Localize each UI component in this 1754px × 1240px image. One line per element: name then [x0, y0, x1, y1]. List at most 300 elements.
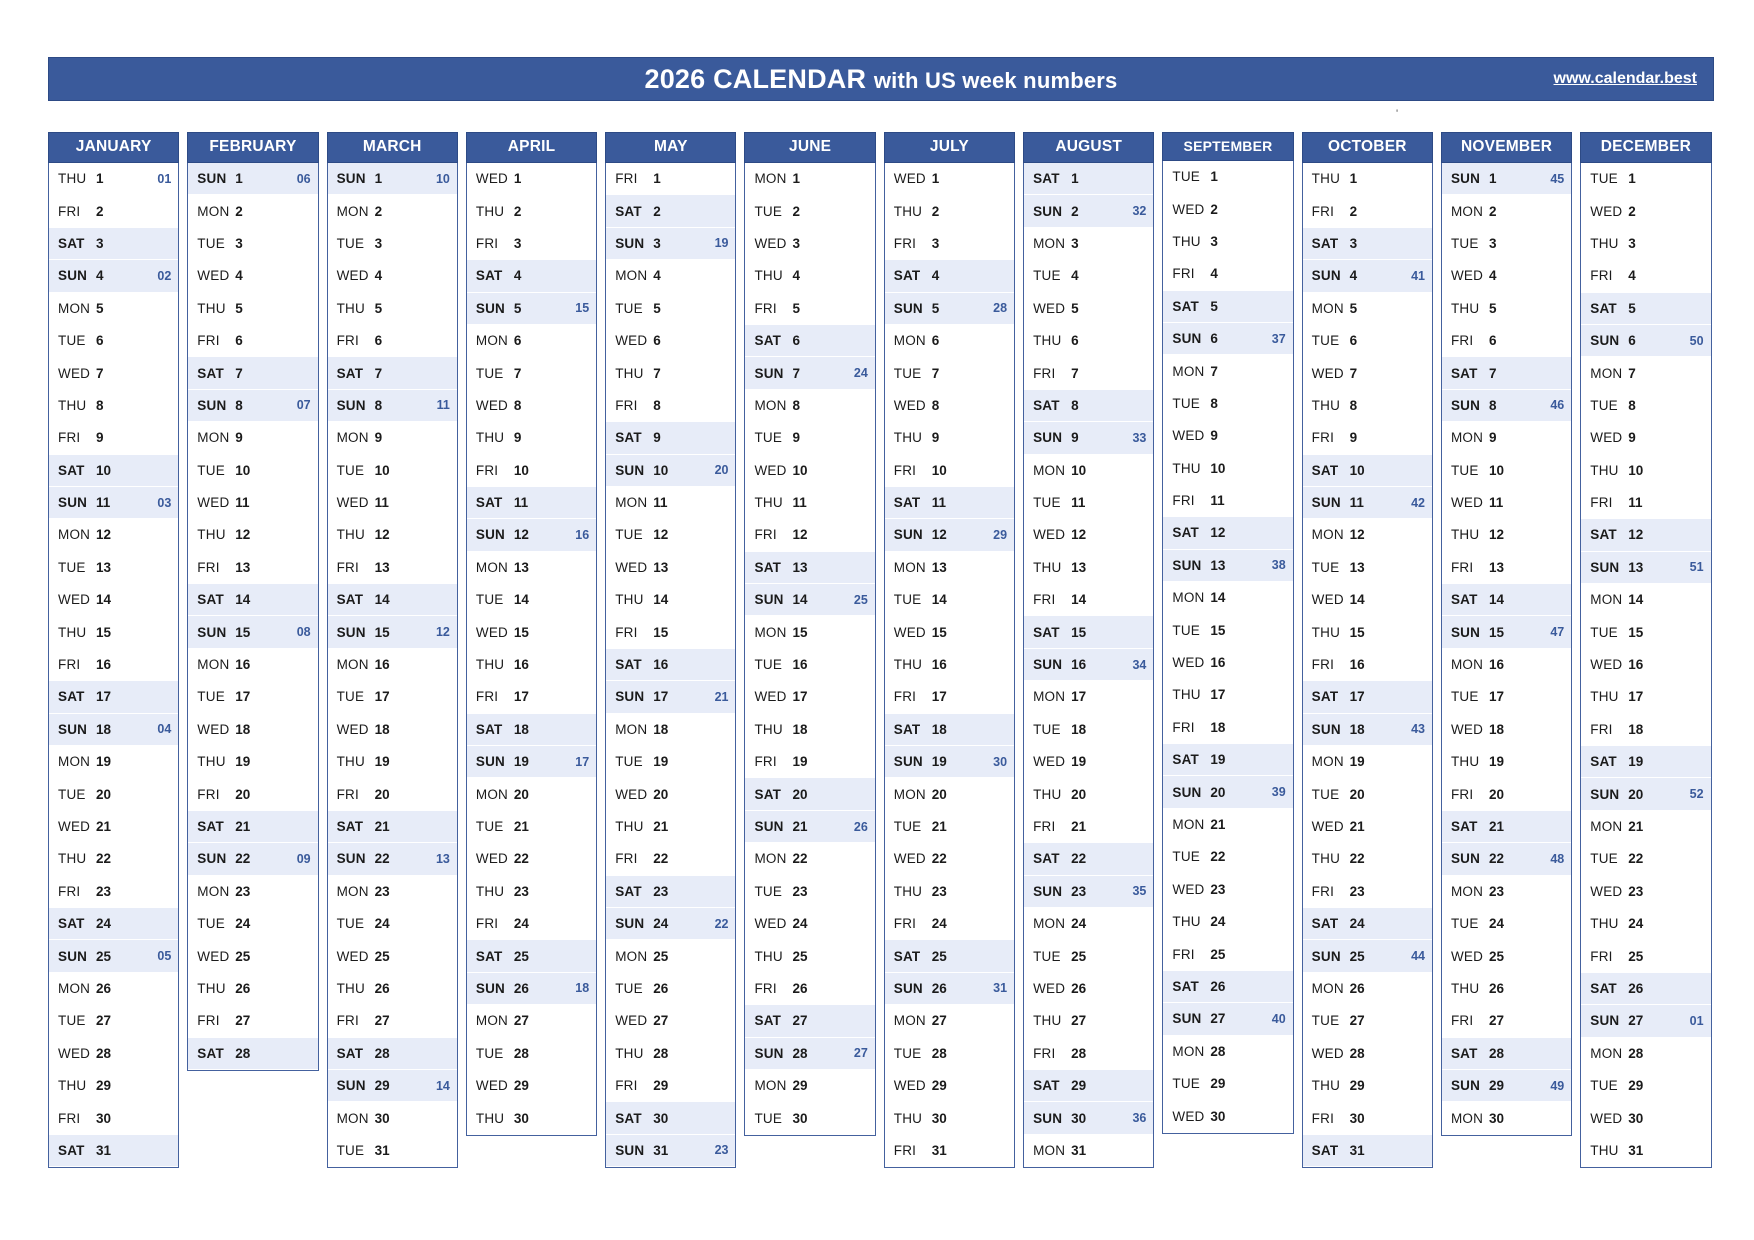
day-row[interactable]	[885, 390, 1014, 422]
day-row[interactable]	[1163, 938, 1292, 970]
day-row[interactable]	[885, 1070, 1014, 1102]
day-row[interactable]	[328, 843, 457, 875]
day-row[interactable]	[1442, 649, 1571, 681]
day-row[interactable]	[49, 357, 178, 389]
day-row[interactable]	[1024, 487, 1153, 519]
day-row[interactable]	[49, 455, 178, 487]
day-row[interactable]	[1024, 1070, 1153, 1102]
day-row[interactable]	[606, 908, 735, 940]
day-row[interactable]	[49, 714, 178, 746]
day-row[interactable]	[1024, 519, 1153, 551]
website-link[interactable]: www.calendar.best	[1553, 70, 1697, 87]
day-row[interactable]	[885, 746, 1014, 778]
day-row[interactable]	[467, 973, 596, 1005]
day-row[interactable]	[1303, 714, 1432, 746]
day-row[interactable]	[188, 422, 317, 454]
day-row[interactable]	[467, 843, 596, 875]
day-row[interactable]	[467, 195, 596, 227]
day-row[interactable]	[1581, 390, 1710, 422]
day-row[interactable]	[1442, 616, 1571, 648]
day-row[interactable]	[1442, 195, 1571, 227]
day-row[interactable]	[885, 455, 1014, 487]
day-row[interactable]	[467, 228, 596, 260]
day-row[interactable]	[1163, 809, 1292, 841]
day-row[interactable]	[49, 1135, 178, 1167]
day-row[interactable]	[885, 616, 1014, 648]
day-row[interactable]	[467, 778, 596, 810]
day-row[interactable]	[188, 552, 317, 584]
day-row[interactable]	[1024, 1135, 1153, 1167]
day-row[interactable]	[1442, 778, 1571, 810]
day-row[interactable]	[1442, 1005, 1571, 1037]
day-row[interactable]	[188, 908, 317, 940]
day-row[interactable]	[49, 908, 178, 940]
day-row[interactable]	[49, 940, 178, 972]
day-row[interactable]	[1442, 584, 1571, 616]
day-row[interactable]	[1024, 455, 1153, 487]
day-row[interactable]	[745, 1005, 874, 1037]
day-row[interactable]	[467, 1102, 596, 1134]
day-row[interactable]	[1024, 195, 1153, 227]
day-row[interactable]	[188, 973, 317, 1005]
day-row[interactable]	[328, 1005, 457, 1037]
day-row[interactable]	[606, 325, 735, 357]
day-row[interactable]	[1303, 649, 1432, 681]
day-row[interactable]	[1442, 1038, 1571, 1070]
day-row[interactable]	[885, 811, 1014, 843]
day-row[interactable]	[49, 681, 178, 713]
day-row[interactable]	[1024, 1005, 1153, 1037]
day-row[interactable]	[1303, 260, 1432, 292]
day-row[interactable]	[885, 1005, 1014, 1037]
day-row[interactable]	[328, 1070, 457, 1102]
day-row[interactable]	[606, 1038, 735, 1070]
day-row[interactable]	[885, 325, 1014, 357]
day-row[interactable]	[1163, 679, 1292, 711]
day-row[interactable]	[606, 811, 735, 843]
day-row[interactable]	[745, 357, 874, 389]
day-row[interactable]	[467, 552, 596, 584]
day-row[interactable]	[606, 616, 735, 648]
day-row[interactable]	[1303, 1135, 1432, 1167]
day-row[interactable]	[328, 487, 457, 519]
day-row[interactable]	[1303, 325, 1432, 357]
day-row[interactable]	[1303, 195, 1432, 227]
day-row[interactable]	[49, 811, 178, 843]
day-row[interactable]	[1163, 1068, 1292, 1100]
day-row[interactable]	[1581, 228, 1710, 260]
day-row[interactable]	[49, 843, 178, 875]
day-row[interactable]	[1024, 940, 1153, 972]
day-row[interactable]	[1303, 357, 1432, 389]
day-row[interactable]	[606, 973, 735, 1005]
day-row[interactable]	[188, 811, 317, 843]
day-row[interactable]	[1442, 908, 1571, 940]
day-row[interactable]	[1024, 422, 1153, 454]
day-row[interactable]	[1581, 260, 1710, 292]
day-row[interactable]	[1581, 1070, 1710, 1102]
day-row[interactable]	[745, 390, 874, 422]
day-row[interactable]	[467, 649, 596, 681]
day-row[interactable]	[1442, 163, 1571, 195]
day-row[interactable]	[1581, 163, 1710, 195]
day-row[interactable]	[745, 1038, 874, 1070]
day-row[interactable]	[1163, 323, 1292, 355]
day-row[interactable]	[1303, 616, 1432, 648]
day-row[interactable]	[49, 876, 178, 908]
day-row[interactable]	[328, 746, 457, 778]
day-row[interactable]	[1163, 712, 1292, 744]
day-row[interactable]	[1442, 843, 1571, 875]
day-row[interactable]	[1024, 616, 1153, 648]
day-row[interactable]	[1163, 1003, 1292, 1035]
day-row[interactable]	[328, 681, 457, 713]
day-row[interactable]	[328, 973, 457, 1005]
day-row[interactable]	[606, 455, 735, 487]
day-row[interactable]	[188, 325, 317, 357]
day-row[interactable]	[1442, 1070, 1571, 1102]
day-row[interactable]	[1442, 487, 1571, 519]
day-row[interactable]	[467, 876, 596, 908]
day-row[interactable]	[1442, 260, 1571, 292]
day-row[interactable]	[1303, 1005, 1432, 1037]
day-row[interactable]	[1581, 455, 1710, 487]
day-row[interactable]	[328, 552, 457, 584]
day-row[interactable]	[1163, 776, 1292, 808]
day-row[interactable]	[745, 552, 874, 584]
day-row[interactable]	[1303, 681, 1432, 713]
day-row[interactable]	[745, 940, 874, 972]
day-row[interactable]	[328, 908, 457, 940]
day-row[interactable]	[885, 195, 1014, 227]
day-row[interactable]	[1163, 647, 1292, 679]
day-row[interactable]	[885, 293, 1014, 325]
day-row[interactable]	[1442, 940, 1571, 972]
day-row[interactable]	[49, 584, 178, 616]
day-row[interactable]	[606, 1070, 735, 1102]
day-row[interactable]	[1442, 422, 1571, 454]
day-row[interactable]	[49, 260, 178, 292]
day-row[interactable]	[188, 843, 317, 875]
day-row[interactable]	[1581, 195, 1710, 227]
day-row[interactable]	[1303, 811, 1432, 843]
day-row[interactable]	[188, 357, 317, 389]
day-row[interactable]	[328, 519, 457, 551]
day-row[interactable]	[1024, 163, 1153, 195]
day-row[interactable]	[885, 649, 1014, 681]
day-row[interactable]	[1581, 843, 1710, 875]
day-row[interactable]	[49, 1070, 178, 1102]
day-row[interactable]	[467, 325, 596, 357]
day-row[interactable]	[1581, 584, 1710, 616]
day-row[interactable]	[1303, 746, 1432, 778]
day-row[interactable]	[467, 357, 596, 389]
day-row[interactable]	[745, 455, 874, 487]
day-row[interactable]	[745, 746, 874, 778]
day-row[interactable]	[328, 1135, 457, 1167]
day-row[interactable]	[1163, 582, 1292, 614]
day-row[interactable]	[885, 681, 1014, 713]
day-row[interactable]	[606, 293, 735, 325]
day-row[interactable]	[1024, 293, 1153, 325]
day-row[interactable]	[1303, 876, 1432, 908]
day-row[interactable]	[1581, 876, 1710, 908]
day-row[interactable]	[49, 325, 178, 357]
day-row[interactable]	[1163, 291, 1292, 323]
day-row[interactable]	[328, 293, 457, 325]
day-row[interactable]	[745, 325, 874, 357]
day-row[interactable]	[1581, 649, 1710, 681]
day-row[interactable]	[885, 908, 1014, 940]
day-row[interactable]	[1024, 746, 1153, 778]
day-row[interactable]	[745, 487, 874, 519]
day-row[interactable]	[1581, 1102, 1710, 1134]
day-row[interactable]	[1303, 552, 1432, 584]
day-row[interactable]	[606, 260, 735, 292]
day-row[interactable]	[1442, 519, 1571, 551]
day-row[interactable]	[885, 1038, 1014, 1070]
day-row[interactable]	[328, 422, 457, 454]
day-row[interactable]	[49, 1005, 178, 1037]
day-row[interactable]	[1442, 325, 1571, 357]
day-row[interactable]	[49, 552, 178, 584]
day-row[interactable]	[1581, 811, 1710, 843]
day-row[interactable]	[1303, 1102, 1432, 1134]
day-row[interactable]	[49, 390, 178, 422]
day-row[interactable]	[1581, 357, 1710, 389]
day-row[interactable]	[606, 195, 735, 227]
day-row[interactable]	[1303, 1038, 1432, 1070]
day-row[interactable]	[745, 811, 874, 843]
day-row[interactable]	[1163, 614, 1292, 646]
day-row[interactable]	[328, 876, 457, 908]
day-row[interactable]	[606, 714, 735, 746]
day-row[interactable]	[745, 1102, 874, 1134]
day-row[interactable]	[1442, 714, 1571, 746]
day-row[interactable]	[1303, 908, 1432, 940]
day-row[interactable]	[188, 390, 317, 422]
day-row[interactable]	[188, 714, 317, 746]
day-row[interactable]	[467, 293, 596, 325]
day-row[interactable]	[885, 552, 1014, 584]
day-row[interactable]	[1163, 161, 1292, 193]
day-row[interactable]	[328, 325, 457, 357]
day-row[interactable]	[745, 163, 874, 195]
day-row[interactable]	[49, 1038, 178, 1070]
day-row[interactable]	[606, 746, 735, 778]
day-row[interactable]	[467, 714, 596, 746]
day-row[interactable]	[1581, 325, 1710, 357]
day-row[interactable]	[188, 616, 317, 648]
day-row[interactable]	[328, 455, 457, 487]
day-row[interactable]	[1303, 163, 1432, 195]
day-row[interactable]	[606, 487, 735, 519]
day-row[interactable]	[1303, 293, 1432, 325]
day-row[interactable]	[885, 422, 1014, 454]
day-row[interactable]	[745, 714, 874, 746]
day-row[interactable]	[1024, 1038, 1153, 1070]
day-row[interactable]	[745, 876, 874, 908]
day-row[interactable]	[606, 422, 735, 454]
day-row[interactable]	[188, 584, 317, 616]
day-row[interactable]	[1163, 453, 1292, 485]
day-row[interactable]	[606, 649, 735, 681]
day-row[interactable]	[188, 228, 317, 260]
day-row[interactable]	[885, 163, 1014, 195]
day-row[interactable]	[188, 195, 317, 227]
day-row[interactable]	[188, 293, 317, 325]
day-row[interactable]	[745, 260, 874, 292]
day-row[interactable]	[1303, 455, 1432, 487]
day-row[interactable]	[1024, 649, 1153, 681]
day-row[interactable]	[1442, 390, 1571, 422]
day-row[interactable]	[606, 519, 735, 551]
day-row[interactable]	[606, 1102, 735, 1134]
day-row[interactable]	[1024, 325, 1153, 357]
day-row[interactable]	[1442, 293, 1571, 325]
day-row[interactable]	[188, 455, 317, 487]
day-row[interactable]	[49, 195, 178, 227]
day-row[interactable]	[745, 584, 874, 616]
day-row[interactable]	[745, 228, 874, 260]
day-row[interactable]	[885, 876, 1014, 908]
day-row[interactable]	[1163, 226, 1292, 258]
day-row[interactable]	[1442, 973, 1571, 1005]
day-row[interactable]	[1581, 293, 1710, 325]
day-row[interactable]	[745, 422, 874, 454]
day-row[interactable]	[1024, 876, 1153, 908]
day-row[interactable]	[745, 649, 874, 681]
day-row[interactable]	[188, 876, 317, 908]
day-row[interactable]	[1024, 260, 1153, 292]
day-row[interactable]	[745, 908, 874, 940]
day-row[interactable]	[467, 616, 596, 648]
day-row[interactable]	[328, 584, 457, 616]
day-row[interactable]	[328, 940, 457, 972]
day-row[interactable]	[328, 616, 457, 648]
day-row[interactable]	[745, 843, 874, 875]
day-row[interactable]	[49, 778, 178, 810]
day-row[interactable]	[1024, 843, 1153, 875]
day-row[interactable]	[188, 649, 317, 681]
day-row[interactable]	[1163, 971, 1292, 1003]
day-row[interactable]	[1581, 487, 1710, 519]
day-row[interactable]	[1581, 940, 1710, 972]
day-row[interactable]	[885, 714, 1014, 746]
day-row[interactable]	[885, 778, 1014, 810]
day-row[interactable]	[467, 1005, 596, 1037]
day-row[interactable]	[1581, 1038, 1710, 1070]
day-row[interactable]	[1442, 1102, 1571, 1134]
day-row[interactable]	[1581, 714, 1710, 746]
day-row[interactable]	[1442, 811, 1571, 843]
day-row[interactable]	[606, 778, 735, 810]
day-row[interactable]	[328, 163, 457, 195]
day-row[interactable]	[49, 973, 178, 1005]
day-row[interactable]	[606, 390, 735, 422]
day-row[interactable]	[1581, 908, 1710, 940]
day-row[interactable]	[1024, 552, 1153, 584]
day-row[interactable]	[1442, 746, 1571, 778]
day-row[interactable]	[606, 163, 735, 195]
day-row[interactable]	[745, 293, 874, 325]
day-row[interactable]	[606, 584, 735, 616]
day-row[interactable]	[1442, 876, 1571, 908]
day-row[interactable]	[1581, 973, 1710, 1005]
day-row[interactable]	[467, 908, 596, 940]
day-row[interactable]	[188, 778, 317, 810]
day-row[interactable]	[49, 163, 178, 195]
day-row[interactable]	[188, 681, 317, 713]
day-row[interactable]	[188, 163, 317, 195]
day-row[interactable]	[1163, 193, 1292, 225]
day-row[interactable]	[1581, 681, 1710, 713]
day-row[interactable]	[328, 195, 457, 227]
day-row[interactable]	[1163, 1036, 1292, 1068]
day-row[interactable]	[1163, 420, 1292, 452]
day-row[interactable]	[188, 519, 317, 551]
day-row[interactable]	[1581, 616, 1710, 648]
day-row[interactable]	[1024, 811, 1153, 843]
day-row[interactable]	[328, 714, 457, 746]
day-row[interactable]	[467, 681, 596, 713]
day-row[interactable]	[885, 487, 1014, 519]
day-row[interactable]	[885, 228, 1014, 260]
day-row[interactable]	[1303, 778, 1432, 810]
day-row[interactable]	[1442, 552, 1571, 584]
day-row[interactable]	[328, 811, 457, 843]
day-row[interactable]	[467, 746, 596, 778]
day-row[interactable]	[606, 228, 735, 260]
day-row[interactable]	[328, 778, 457, 810]
day-row[interactable]	[606, 1135, 735, 1167]
day-row[interactable]	[467, 487, 596, 519]
day-row[interactable]	[1303, 1070, 1432, 1102]
day-row[interactable]	[1163, 874, 1292, 906]
day-row[interactable]	[1024, 1102, 1153, 1134]
day-row[interactable]	[467, 519, 596, 551]
day-row[interactable]	[1163, 1100, 1292, 1132]
day-row[interactable]	[745, 1070, 874, 1102]
day-row[interactable]	[606, 1005, 735, 1037]
day-row[interactable]	[606, 357, 735, 389]
day-row[interactable]	[1442, 228, 1571, 260]
day-row[interactable]	[328, 390, 457, 422]
day-row[interactable]	[467, 260, 596, 292]
day-row[interactable]	[1442, 357, 1571, 389]
day-row[interactable]	[467, 455, 596, 487]
day-row[interactable]	[1024, 973, 1153, 1005]
day-row[interactable]	[467, 1070, 596, 1102]
day-row[interactable]	[49, 228, 178, 260]
day-row[interactable]	[885, 260, 1014, 292]
day-row[interactable]	[1581, 552, 1710, 584]
day-row[interactable]	[467, 163, 596, 195]
day-row[interactable]	[467, 940, 596, 972]
day-row[interactable]	[885, 584, 1014, 616]
day-row[interactable]	[1581, 1005, 1710, 1037]
day-row[interactable]	[1581, 746, 1710, 778]
day-row[interactable]	[188, 1038, 317, 1070]
day-row[interactable]	[467, 1038, 596, 1070]
day-row[interactable]	[885, 1135, 1014, 1167]
day-row[interactable]	[606, 681, 735, 713]
day-row[interactable]	[328, 649, 457, 681]
day-row[interactable]	[1581, 422, 1710, 454]
day-row[interactable]	[1163, 744, 1292, 776]
day-row[interactable]	[1303, 940, 1432, 972]
day-row[interactable]	[885, 1102, 1014, 1134]
